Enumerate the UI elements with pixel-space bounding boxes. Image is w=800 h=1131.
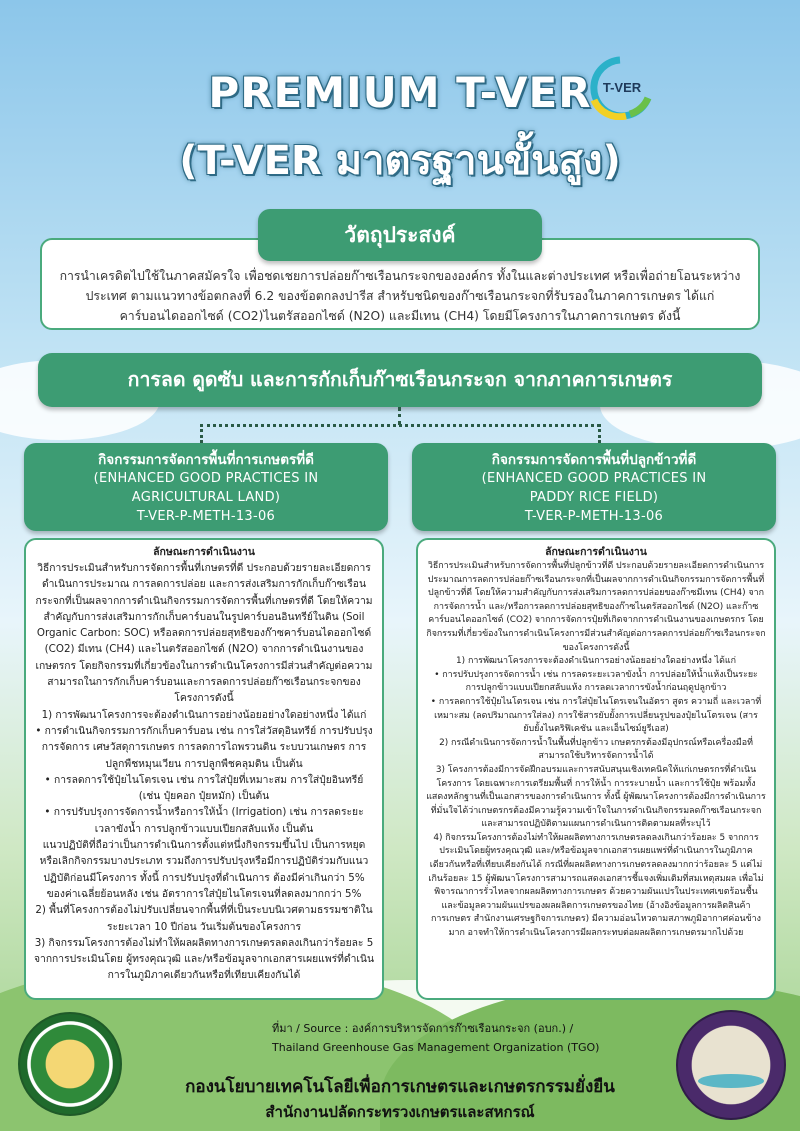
left-body-paragraph: 2) พื้นที่โครงการต้องไม่ปรับเปลี่ยนจากพื้นที่ที่เป็นระบบนิเวศตามธรรมชาติในระยะเวลา 10 ปีก่อน วันเริ่มต้นของโครงการ xyxy=(35,904,373,933)
source-line: Thailand Greenhouse Gas Management Organization (TGO) xyxy=(272,1041,600,1054)
organization-name: กองนโยบายเทคโนโลยีเพื่อการเกษตรและเกษตรกรรมยั่งยืน xyxy=(185,1077,615,1097)
connector-line xyxy=(200,424,600,427)
left-body-paragraph: วิธีการประเมินสำหรับการจัดการพื้นที่เกษตรที่ดี ประกอบด้วยรายละเอียดการดำเนินการประมาณ การลดการปล่อย และการส่งเสริมการกักเก็บก๊าซเรือนกระจกที่เป็นผลจากการดำเนินกิจกรรมการจัดการพื้นที่เกษตรที่ดี โดยให้ความสำคัญกับการส่งเสริมการกักเก็บคาร์บอนในรูปคาร์บอนอินทรีย์ในดิน (Soil Organic Carbon: SOC) หรือลดการปล่อยสุทธิของก๊าซคาร์บอนไดออกไซด์ (CO2) มีเทน (CH4) และไนตรัสออกไซด์ (N2O) จากการดำเนินงานของเกษตรกร โดยกิจกรรมที่เกี่ยวข้องในการดำเนินโครงการมีส่วนสำคัญต่อความสามารถในการกักเก็บคาร์บอนและการลดการปล่อยก๊าซเรือนกระจกของโครงการดังนี้ xyxy=(35,562,373,705)
right-column-code: T-VER-P-METH-13-06 xyxy=(524,509,664,524)
right-body-paragraph: 1) การพัฒนาโครงการจะต้องดำเนินการอย่างน้อยอย่างใดอย่างหนึ่ง ได้แก่ xyxy=(456,656,736,667)
connector-line xyxy=(200,424,203,443)
connector-line xyxy=(598,424,601,443)
logo-text: T-VER xyxy=(602,80,642,95)
right-body-paragraph: • การลดการใช้ปุ๋ยไนโตรเจน เช่น การใส่ปุ๋ยไนโตรเจนในอัตรา สูตร ความถี่ และเวลาที่เหมาะสม (ลดปริมาณการใส่ลง) การใช้สารยับยั้งการเปลี่ยนรูปของปุ๋ยไนโตรเจน (สารยับยั้งไนตริฟิเคชัน และเอ็นไซม์ยูรีเอส) xyxy=(430,696,762,735)
left-column-header xyxy=(24,443,388,531)
right-body-header: ลักษณะการดำเนินงาน xyxy=(545,546,647,558)
left-column-body xyxy=(24,538,384,1000)
right-body-paragraph: 3) โครงการต้องมีการจัดฝึกอบรมและการสนับสนุนเชิงเทคนิคให้แก่เกษตรกรที่ดำเนินโครงการ โดยเฉพาะการเตรียมพื้นที่ การให้น้ำ การระบายน้ำ และการใช้ปุ๋ย พร้อมทั้งแสดงหลักฐานที่เป็นเอกสารของการดำเนินการ ทั้งนี้ ผู้พัฒนาโครงการต้องมีการดำเนินการที่มั่นใจได้ว่าเกษตรกรต้องมีความรู้ความเข้าใจในการดำเนินกิจกรรมลดก๊าซเรือนกระจก และสามารถปฏิบัติตามแผนการดำเนินการติดตามผลที่ระบุไว้ xyxy=(426,764,766,830)
left-body-paragraph: 1) การพัฒนาโครงการจะต้องดำเนินการอย่างน้อยอย่างใดอย่างหนึ่ง ได้แก่ xyxy=(41,708,367,721)
left-body-paragraph: แนวปฏิบัติที่ถือว่าเป็นการดำเนินการตั้งแต่หนึ่งกิจกรรมขึ้นไป เป็นการหยุดหรือเลิกกิจกรรมบางประเภท รวมถึงการปรับปรุงหรือมีการปฏิบัติร่วมกับแนวปฏิบัติก่อนมีโครงการ ทั้งนี้ การปรับปรุงที่ดำเนินการ ต้องมีค่าเกินกว่า 5% ของค่าเฉลี่ยย้อนหลัง เช่น อัตราการใส่ปุ๋ยไนโตรเจนที่ลดลงมากกว่า 5% xyxy=(39,839,369,900)
right-column-header xyxy=(412,443,776,531)
right-body-paragraph: • การปรับปรุงการจัดการน้ำ เช่น การลดระยะเวลาขังน้ำ การปล่อยให้น้ำแห้งเป็นระยะ การปลูกข้าวแบบเปียกสลับแห้ง การลดเวลาการขังน้ำก่อนฤดูปลูกข้าว xyxy=(434,669,758,694)
left-body-paragraph: • การดำเนินกิจกรรมการกักเก็บคาร์บอน เช่น การใส่วัสดุอินทรีย์ การปรับปรุงการจัดการ เศษวัสดุการเกษตร การลดการไถพรวนดิน ระบบวนเกษตร การปลูกพืชหมุนเวียน การปลูกพืชคลุมดิน เป็นต้น xyxy=(35,724,373,770)
right-column-body xyxy=(416,538,776,1000)
left-column-title: กิจกรรมการจัดการพื้นที่การเกษตรที่ดี xyxy=(98,452,314,468)
organization-office: สำนักงานปลัดกระทรวงเกษตรและสหกรณ์ xyxy=(265,1103,535,1121)
right-body-paragraph: วิธีการประเมินสำหรับการจัดการพื้นที่ปลูกข้าวที่ดี ประกอบด้วยรายละเอียดการดำเนินการประมาณการลดการปล่อยก๊าซเรือนกระจกที่เป็นผลจากการดำเนินกิจกรรมการจัดการพื้นที่ปลูกข้าวที่ดี โดยให้ความสำคัญกับการส่งเสริมการลดการปล่อยของก๊าซมีเทน (CH4) จากการจัดการน้ำ และ/หรือการลดการปล่อยสุทธิของก๊าซไนตรัสออกไซด์ (N2O) และก๊าซคาร์บอนไดออกไซด์ (CO2) จากการจัดการปุ๋ยที่เกิดจากการดำเนินงานของเกษตรกร โดยกิจกรรมที่เกี่ยวข้องในการดำเนินโครงการมีส่วนสำคัญต่อการลดการปล่อยก๊าซเรือนกระจกของโครงการดังนี้ xyxy=(426,561,766,653)
right-column-title-en: (ENHANCED GOOD PRACTICES IN xyxy=(481,471,707,486)
main-banner: การลด ดูดซับ และการกักเก็บก๊าซเรือนกระจก จากภาคการเกษตร xyxy=(38,353,762,407)
left-body-paragraph: • การลดการใช้ปุ๋ยไนโตรเจน เช่น การใส่ปุ๋ยที่เหมาะสม การใส่ปุ๋ยอินทรีย์ (เช่น ปุ๋ยคอก ปุ๋ยหมัก) เป็นต้น xyxy=(44,773,364,803)
objective-text: การนำเครดิตไปใช้ในภาคสมัครใจ เพื่อชดเชยการปล่อยก๊าซเรือนกระจกขององค์กร ทั้งในและต่างประเทศ หรือเพื่อถ่ายโอนระหว่างประเทศ ตามแนวทางข้อตกลงที่ 6.2 ของข้อตกลงปารีส สำหรับชนิดของก๊าซเรือนกระจกที่รับรองในภาคการเกษตร ได้แก่ คาร์บอนไดออกไซด์ (CO2)ไนตรัสออกไซด์ (N2O) และมีเทน (CH4) โดยมีโครงการในภาคการเกษตร ดังนี้ xyxy=(59,269,741,323)
left-column-code: T-VER-P-METH-13-06 xyxy=(136,509,276,524)
source-line: ที่มา / Source : องค์การบริหารจัดการก๊าซเรือนกระจก (อบก.) / xyxy=(272,1022,574,1035)
objective-header: วัตถุประสงค์ xyxy=(258,209,542,261)
left-column-title-en: (ENHANCED GOOD PRACTICES IN xyxy=(93,471,319,486)
right-body-paragraph: 4) กิจกรรมโครงการต้องไม่ทำให้ผลผลิตทางการเกษตรลดลงเกินกว่าร้อยละ 5 จากการประเมินโดยผู้ทรงคุณวุฒิ และ/หรือข้อมูลจากเอกสารเผยแพร่ที่ดำเนินการในภูมิภาคเดียวกันหรือที่เทียบเคียงกันได้ กรณีที่ผลผลิตทางการเกษตรลดลงมากกว่าร้อยละ 5 แต่ไม่เกินร้อยละ 15 ผู้พัฒนาโครงการสามารถแสดงเอกสารชี้แจงเพิ่มเติมที่สมเหตุสมผล เพื่อไม่พิจารณาการรั่วไหลจากผลผลิตทางการเกษตร ด้วยความผันแปรในประเทศเขตร้อนชื้น และข้อมูลความผันแปรของผลผลิตการเกษตรของไทย (อ้างอิงข้อมูลการผลิตสินค้าการเกษตร สำนักงานเศรษฐกิจการเกษตร) มีความอ่อนไหวตามสภาพภูมิอากาศค่อนข้างมาก อาจทำให้การดำเนินโครงการมีผลกระทบต่อผลผลิตการเกษตรมากไปด้วย xyxy=(428,832,764,939)
left-column-title-en: AGRICULTURAL LAND) xyxy=(131,490,281,505)
left-body-paragraph: • การปรับปรุงการจัดการน้ำหรือการให้น้ำ (Irrigation) เช่น การลดระยะเวลาขังน้ำ การปลูกข้าวแบบเปียกสลับแห้ง เป็นต้น xyxy=(44,806,364,835)
left-body-paragraph: 3) กิจกรรมโครงการต้องไม่ทำให้ผลผลิตทางการเกษตรลดลงเกินกว่าร้อยละ 5 จากการประเมินโดย ผู้ทรงคุณวุฒิ และ/หรือข้อมูลจากเอกสารเผยแพร่ที่ดำเนินการในภูมิภาคเดียวกันหรือที่เทียบเคียงกันได้ xyxy=(34,936,374,982)
tver-logo-icon xyxy=(582,54,658,120)
right-column-title-en: PADDY RICE FIELD) xyxy=(529,490,659,505)
right-column-title: กิจกรรมการจัดการพื้นที่ปลูกข้าวที่ดี xyxy=(491,452,697,468)
page-subtitle: (T-VER มาตรฐานขั้นสูง) xyxy=(179,138,621,184)
source-note xyxy=(272,1019,652,1057)
connector-line xyxy=(398,407,401,425)
page-title: PREMIUM T-VER xyxy=(208,68,592,117)
left-body-header: ลักษณะการดำเนินงาน xyxy=(153,546,255,558)
right-body-paragraph: 2) กรณีดำเนินการจัดการน้ำในพื้นที่ปลูกข้าว เกษตรกรต้องมีอุปกรณ์หรือเครื่องมือที่สามารถใช้บริหารจัดการน้ำได้ xyxy=(439,737,753,762)
